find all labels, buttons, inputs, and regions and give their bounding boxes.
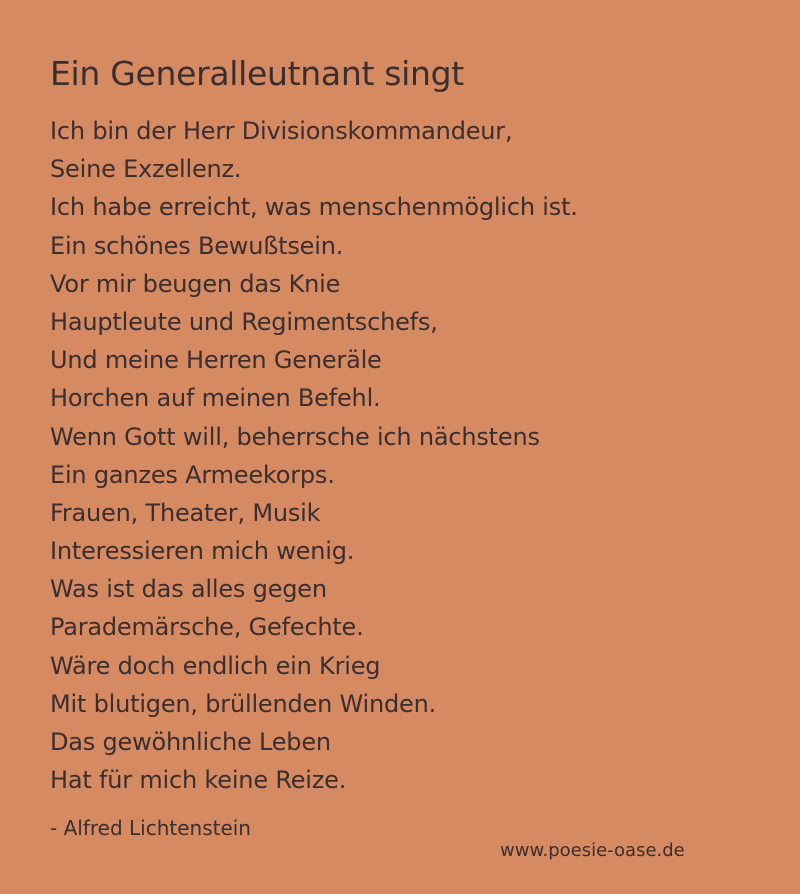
poem-line: Ich bin der Herr Divisionskommandeur,	[50, 117, 513, 145]
poem-line: Seine Exzellenz.	[50, 155, 242, 184]
poem-line: Wäre doch endlich ein Krieg	[50, 651, 381, 680]
poem-author: - Alfred Lichtenstein	[50, 816, 251, 840]
poem-line: Mit blutigen, brüllenden Winden.	[50, 689, 437, 718]
poem-line: Was ist das alles gegen	[50, 575, 327, 604]
poem-line: Ich habe erreicht, was menschenmöglich ist.	[50, 193, 578, 222]
poem-line: Wenn Gott will, beherrsche ich nächstens	[50, 422, 540, 451]
poem-line: Und meine Herren Generäle	[50, 346, 382, 375]
poem-line: Interessieren mich wenig.	[50, 537, 355, 566]
poem-line: Parademärsche, Gefechte.	[50, 613, 364, 642]
poem-title: Ein Generalleutnant singt	[50, 54, 464, 93]
poem-body	[50, 112, 578, 799]
poem-line: Hat für mich keine Reize.	[50, 766, 347, 795]
poem-line: Frauen, Theater, Musik	[50, 498, 321, 527]
poem-line: Ein schönes Bewußtsein.	[50, 231, 344, 260]
poem-line: Vor mir beugen das Knie	[50, 269, 341, 298]
poem-line: Das gewöhnliche Leben	[50, 728, 331, 756]
poem-line: Hauptleute und Regimentschefs,	[50, 307, 438, 336]
website-url: www.poesie-oase.de	[500, 840, 685, 861]
poem-line: Horchen auf meinen Befehl.	[50, 384, 381, 413]
poem-line: Ein ganzes Armeekorps.	[50, 460, 335, 489]
